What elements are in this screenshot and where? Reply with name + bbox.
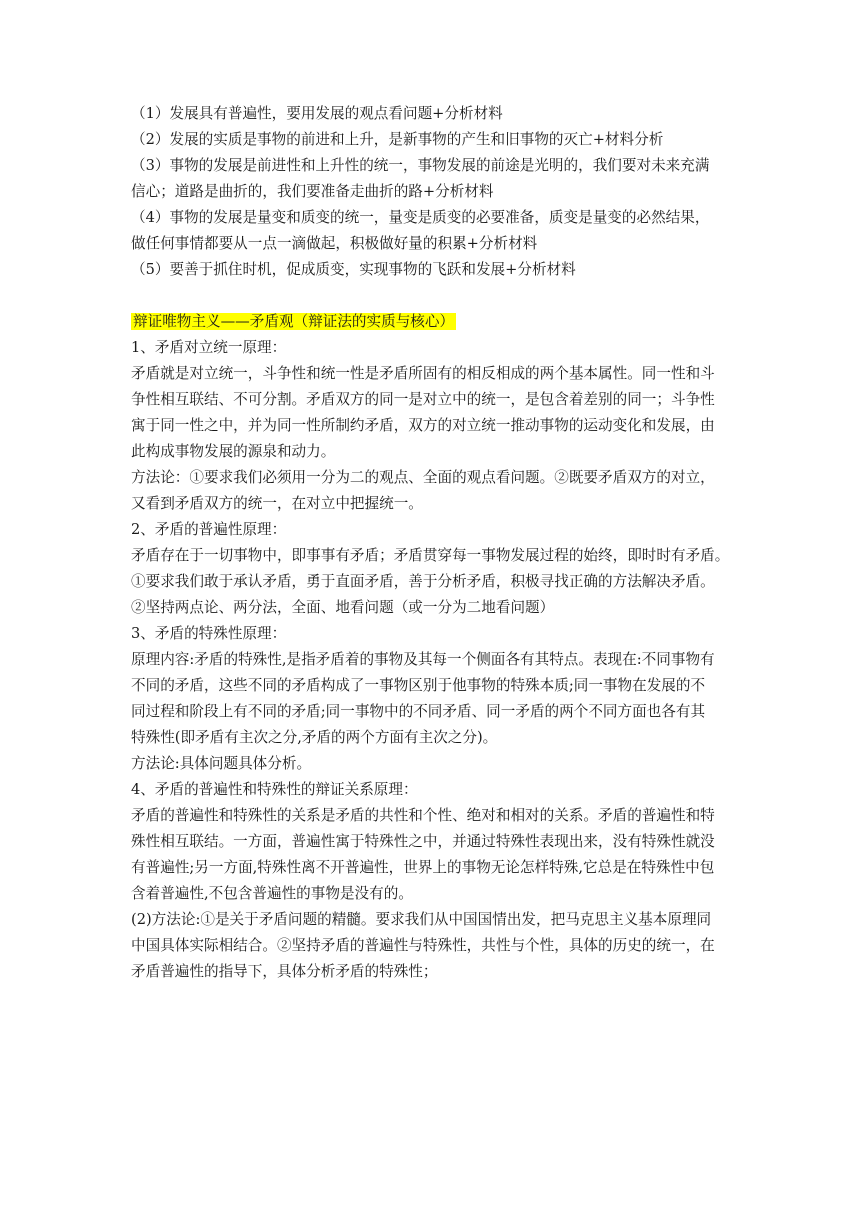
document-page	[131, 101, 737, 985]
section-title: 4、矛盾的普遍性和特殊性的辩证关系原理：	[131, 781, 418, 798]
text-line: (2)方法论:①是关于矛盾问题的精髓。要求我们从中国国情出发，把马克思主义基本原理同	[131, 911, 712, 928]
section-title: 1、矛盾对立统一原理：	[131, 339, 287, 356]
section-contradiction-unity	[131, 335, 737, 517]
text-line: （2）发展的实质是事物的前进和上升，是新事物的产生和旧事物的灭亡+材料分析	[131, 131, 664, 148]
text-line: （5）要善于抓住时机，促成质变，实现事物的飞跃和发展+分析材料	[131, 261, 576, 278]
text-line: 殊性相互联结。一方面，普遍性寓于特殊性之中，并通过特殊性表现出来，没有特殊性就没	[131, 833, 715, 850]
text-line: 寓于同一性之中，并为同一性所制约矛盾，双方的对立统一推动事物的运动变化和发展，由	[131, 417, 715, 434]
section-heading-line	[131, 309, 737, 335]
text-line: 矛盾普遍性的指导下，具体分析矛盾的特殊性；	[131, 963, 438, 980]
text-line: 有普遍性;另一方面,特殊性离不开普遍性，世界上的事物无论怎样特殊,它总是在特殊性中包	[131, 859, 715, 876]
text-line: 矛盾的普遍性和特殊性的关系是矛盾的共性和个性、绝对和相对的关系。矛盾的普遍性和特	[131, 807, 715, 824]
text-line: 做任何事情都要从一点一滴做起，积极做好量的积累+分析材料	[131, 235, 538, 252]
text-line: ①要求我们敢于承认矛盾，勇于直面矛盾，善于分析矛盾，积极寻找正确的方法解决矛盾。	[131, 573, 715, 590]
text-line: 争性相互联结、不可分割。矛盾双方的同一是对立中的统一，是包含着差别的同一；斗争性	[131, 391, 715, 408]
text-line: 矛盾就是对立统一，斗争性和统一性是矛盾所固有的相反相成的两个基本属性。同一性和斗	[131, 365, 715, 382]
development-points	[131, 101, 737, 283]
text-line: 方法论:具体问题具体分析。	[131, 755, 312, 772]
text-line: 不同的矛盾，这些不同的矛盾构成了一事物区别于他事物的特殊本质;同一事物在发展的不	[131, 677, 706, 694]
text-line: 特殊性(即矛盾有主次之分,矛盾的两个方面有主次之分)。	[131, 729, 498, 746]
text-line: （4）事物的发展是量变和质变的统一，量变是质变的必要准备，质变是量变的必然结果，	[131, 209, 710, 226]
section-particularity	[131, 621, 737, 777]
text-line: 中国具体实际相结合。②坚持矛盾的普遍性与特殊性，共性与个性，具体的历史的统一，在	[131, 937, 715, 954]
section-title: 3、矛盾的特殊性原理：	[131, 625, 287, 642]
text-line: 此构成事物发展的源泉和动力。	[131, 443, 336, 460]
text-line: （3）事物的发展是前进性和上升性的统一，事物发展的前途是光明的，我们要对未来充满	[131, 157, 710, 174]
section-title: 2、矛盾的普遍性原理：	[131, 521, 287, 538]
text-line: 矛盾存在于一切事物中，即事事有矛盾；矛盾贯穿每一事物发展过程的始终，即时时有矛盾。	[131, 547, 730, 564]
text-line: 信心；道路是曲折的，我们要准备走曲折的路+分析材料	[131, 183, 494, 200]
text-line: 同过程和阶段上有不同的矛盾;同一事物中的不同矛盾、同一矛盾的两个不同方面也各有其	[131, 703, 706, 720]
spacer	[131, 283, 737, 309]
section-universality	[131, 517, 737, 621]
text-line: 方法论：①要求我们必须用一分为二的观点、全面的观点看问题。②既要矛盾双方的对立，	[131, 469, 715, 486]
section-dialectical-relation	[131, 777, 737, 985]
text-line: 含着普遍性,不包含普遍性的事物是没有的。	[131, 885, 413, 902]
text-line: 又看到矛盾双方的统一，在对立中把握统一。	[131, 495, 423, 512]
text-line: 原理内容:矛盾的特殊性,是指矛盾着的事物及其每一个侧面各有其特点。表现在:不同事物有	[131, 651, 715, 668]
text-line: （1）发展具有普遍性，要用发展的观点看问题+分析材料	[131, 105, 503, 122]
section-heading: 辩证唯物主义——矛盾观（辩证法的实质与核心）	[133, 313, 455, 330]
text-line: ②坚持两点论、两分法，全面、地看问题（或一分为二地看问题）	[131, 599, 555, 616]
